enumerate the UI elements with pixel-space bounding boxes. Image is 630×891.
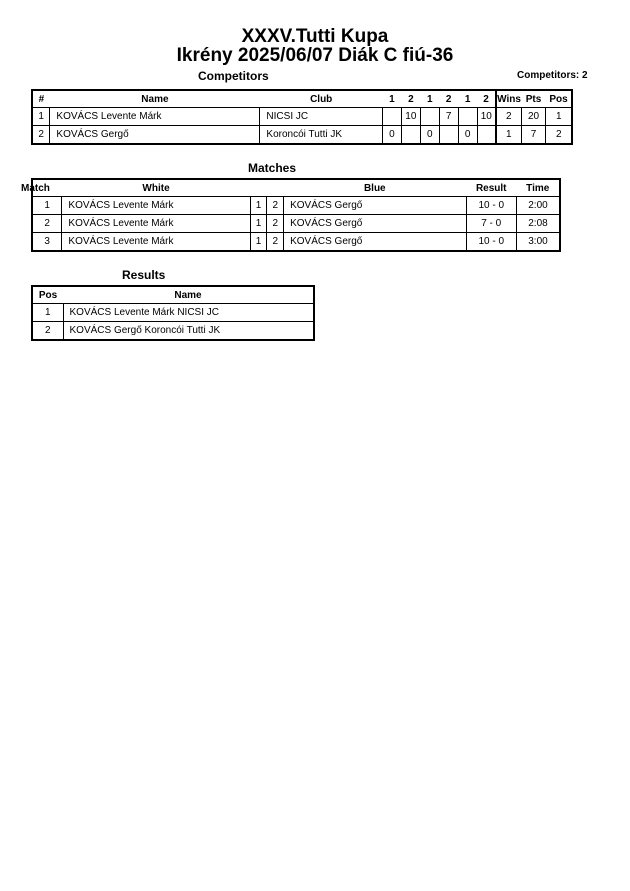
match-num: 2: [32, 215, 62, 233]
wins-cell: 2: [496, 108, 521, 126]
match-num: 1: [32, 197, 62, 215]
col-blue-num: [267, 179, 284, 197]
white-competitor: KOVÁCS Levente Márk: [62, 233, 250, 252]
col-score-5: 1: [464, 93, 471, 105]
table-row: [32, 233, 560, 252]
table-row: [32, 108, 572, 126]
col-pts: Pts: [525, 93, 542, 105]
col-score-3: 1: [427, 93, 433, 105]
col-name: Name: [141, 93, 169, 105]
table-row: [32, 304, 314, 322]
competitor-num: 2: [32, 126, 50, 145]
score-cell: [401, 126, 420, 145]
table-row: [32, 126, 572, 145]
result-name: KOVÁCS Levente Márk NICSI JC: [63, 304, 314, 322]
match-result: 10 - 0: [466, 197, 516, 215]
score-cell: [420, 108, 439, 126]
match-time: 2:08: [516, 215, 560, 233]
pts-cell: 20: [521, 108, 546, 126]
score-cell: 0: [458, 126, 477, 145]
matches-header-row: [32, 179, 560, 197]
match-time: 3:00: [516, 233, 560, 252]
col-score-1: 1: [389, 93, 395, 105]
pos-cell: 2: [546, 126, 572, 145]
results-header-row: [32, 286, 314, 304]
col-num: #: [38, 93, 45, 105]
match-result: 7 - 0: [466, 215, 516, 233]
document-title: XXXV.Tutti Kupa: [241, 26, 389, 47]
competitors-section-title: Competitors: [198, 69, 269, 83]
white-num: 1: [250, 215, 267, 233]
score-cell: 0: [420, 126, 439, 145]
score-cell: 10: [401, 108, 420, 126]
competitors-header-row: [32, 90, 572, 108]
table-row: [32, 215, 560, 233]
blue-competitor: KOVÁCS Gergő: [284, 215, 466, 233]
col-white: White: [142, 182, 170, 194]
match-result: 10 - 0: [466, 233, 516, 252]
matches-section-title: Matches: [248, 161, 297, 175]
col-time: Time: [526, 182, 550, 194]
col-wins: Wins: [496, 90, 521, 108]
competitors-count: Competitors: 2: [517, 70, 588, 81]
col-result-name: Name: [174, 289, 202, 301]
competitor-club: NICSI JC: [260, 108, 383, 126]
score-cell: [477, 126, 496, 145]
white-competitor: KOVÁCS Levente Márk: [62, 215, 250, 233]
result-pos: 1: [32, 304, 63, 322]
col-score-2: 2: [408, 93, 414, 105]
matches-table: [21, 178, 561, 252]
result-name: KOVÁCS Gergő Koroncói Tutti JK: [63, 322, 314, 341]
col-match: Match: [21, 182, 50, 194]
blue-num: 2: [267, 215, 284, 233]
competitors-table: [31, 89, 573, 145]
table-row: [32, 322, 314, 341]
results-table: [31, 285, 315, 341]
competitor-num: 1: [32, 108, 50, 126]
pos-cell: 1: [546, 108, 572, 126]
wins-cell: 1: [496, 126, 521, 145]
score-cell: [439, 126, 458, 145]
blue-competitor: KOVÁCS Gergő: [284, 197, 466, 215]
score-cell: 10: [477, 108, 496, 126]
col-blue: Blue: [363, 182, 386, 194]
document-subtitle: Ikrény 2025/06/07 Diák C fiú-36: [176, 45, 454, 66]
score-cell: [382, 108, 401, 126]
white-competitor: KOVÁCS Levente Márk: [62, 197, 250, 215]
competitor-name: KOVÁCS Levente Márk: [50, 108, 260, 126]
white-num: 1: [250, 197, 267, 215]
score-cell: 7: [439, 108, 458, 126]
table-row: [32, 197, 560, 215]
competitor-name: KOVÁCS Gergő: [50, 126, 260, 145]
results-section-title: Results: [122, 268, 166, 282]
col-white-num: [250, 179, 267, 197]
blue-num: 2: [267, 197, 284, 215]
col-score-4: 2: [445, 93, 452, 105]
blue-competitor: KOVÁCS Gergő: [284, 233, 466, 252]
score-cell: [458, 108, 477, 126]
blue-num: 2: [267, 233, 284, 252]
col-result: Result: [475, 182, 507, 194]
col-club: Club: [310, 93, 333, 105]
result-pos: 2: [32, 322, 63, 341]
white-num: 1: [250, 233, 267, 252]
match-time: 2:00: [516, 197, 560, 215]
match-num: 3: [32, 233, 62, 252]
col-pos: Pos: [549, 93, 568, 105]
pts-cell: 7: [521, 126, 546, 145]
col-score-6: 2: [483, 93, 489, 105]
score-cell: 0: [382, 126, 401, 145]
competitor-club: Koroncói Tutti JK: [260, 126, 383, 145]
col-result-pos: Pos: [38, 289, 58, 301]
